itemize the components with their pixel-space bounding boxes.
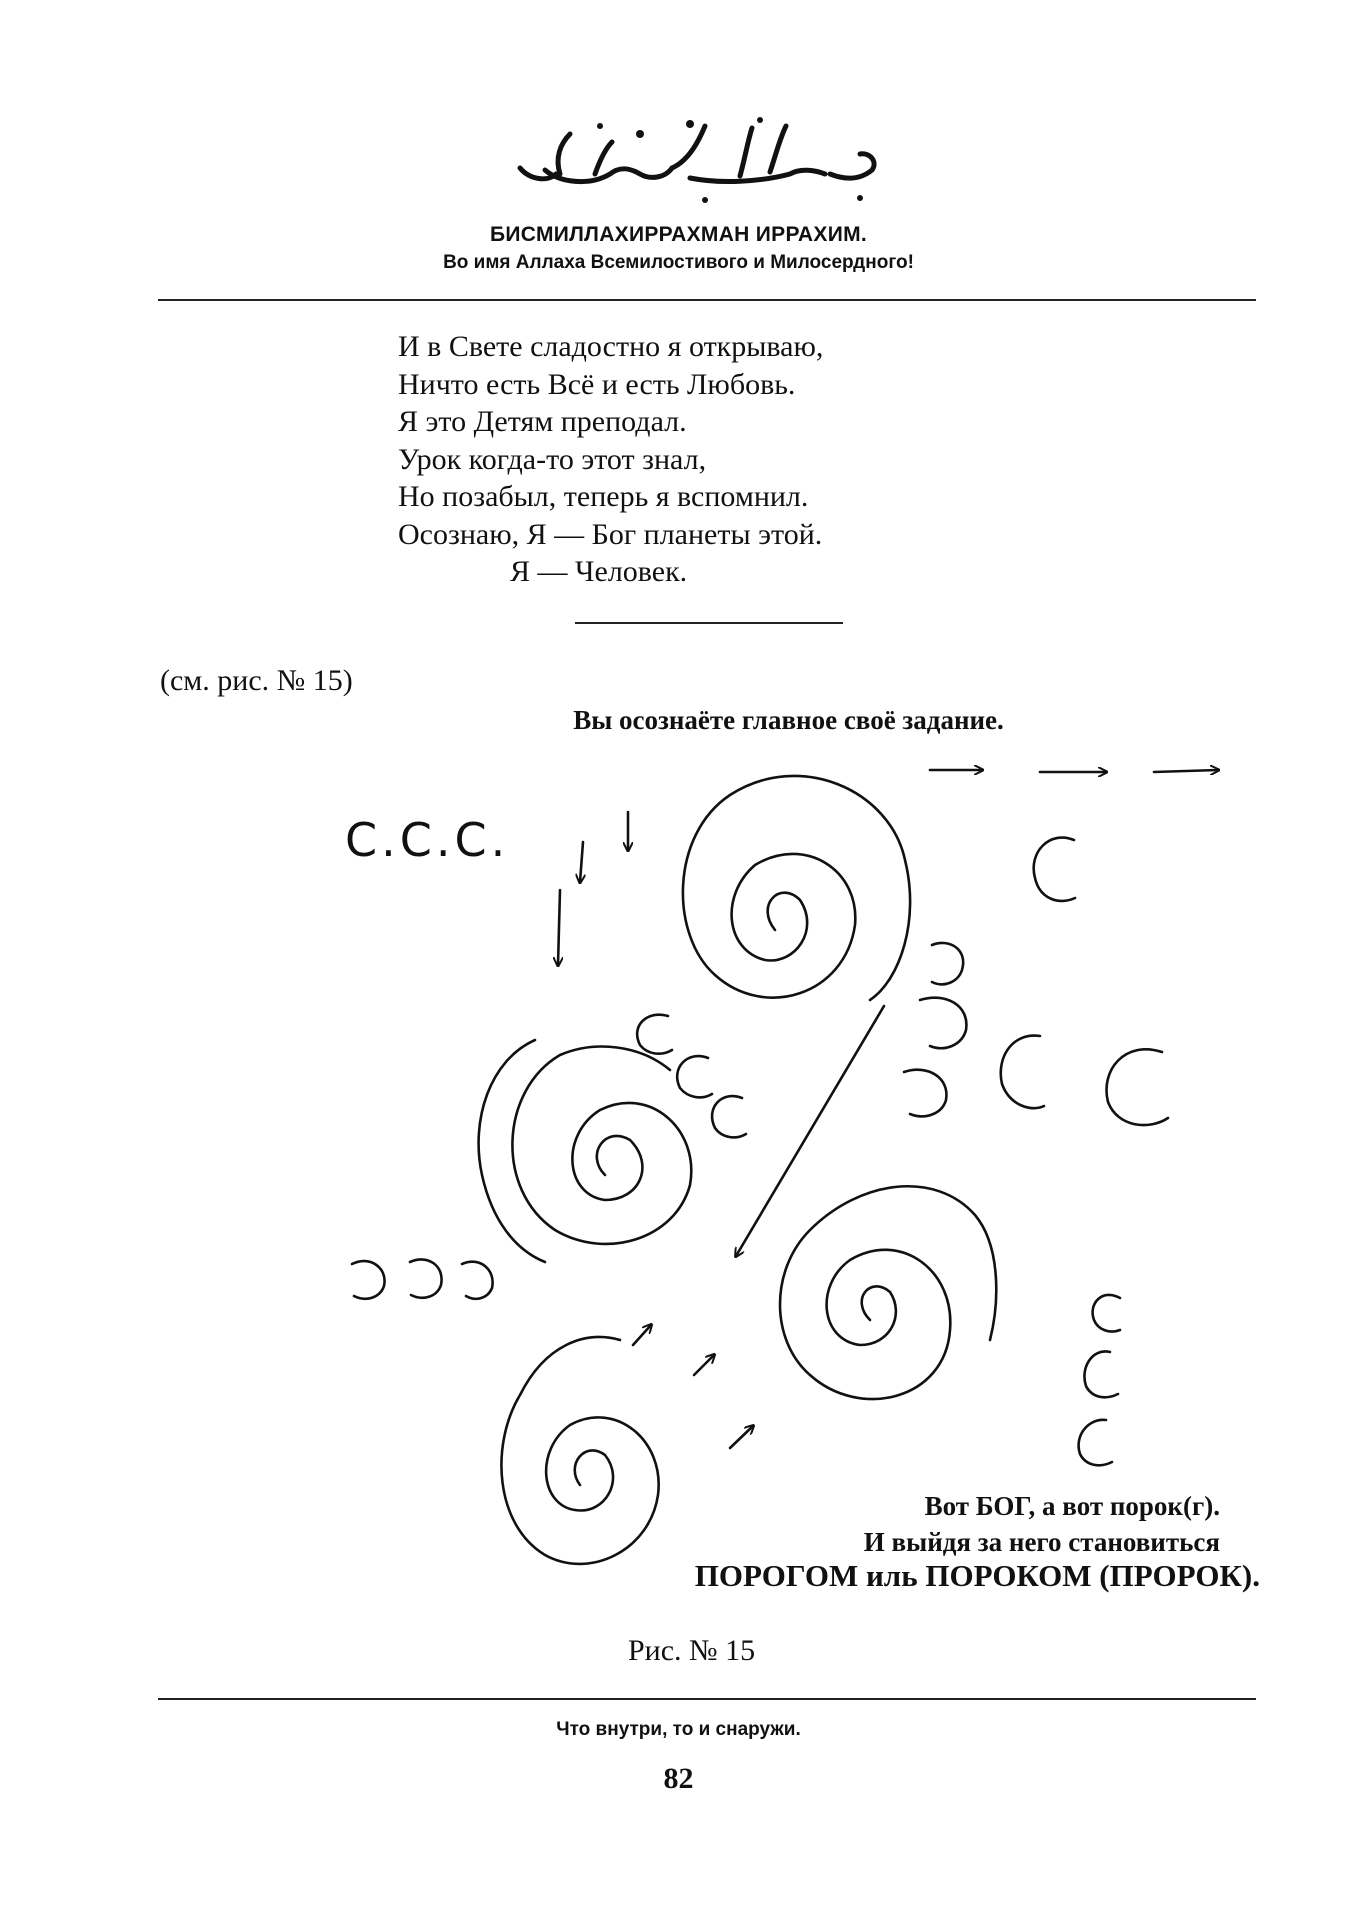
c-mark (1107, 1049, 1168, 1125)
poem-line: Ничто есть Всё и есть Любовь. (398, 367, 796, 401)
task-heading: Вы осознаёте главное своё задание. (573, 705, 1004, 735)
caption-line: И выйдя за него становиться (863, 1527, 1220, 1557)
reversed-c-mark (920, 998, 966, 1048)
spiral (683, 776, 910, 1000)
reversed-c-mark (904, 1070, 946, 1117)
figure-reference: (см. рис. № 15) (160, 664, 353, 697)
arrow-down (558, 890, 560, 965)
c-mark (1079, 1420, 1112, 1465)
reversed-c-mark (410, 1259, 442, 1297)
figure-number: Рис. № 15 (628, 1634, 756, 1667)
poem-line: Я — Человек. (510, 555, 688, 588)
arrow-up-right (730, 1426, 753, 1448)
poem-line: Но позабыл, теперь я вспомнил. (398, 480, 809, 513)
reversed-c-mark (352, 1261, 385, 1299)
c-mark (1001, 1036, 1044, 1109)
handwritten-ccc-label: C.C.C. (345, 813, 510, 867)
c-mark (1034, 838, 1075, 901)
caption-line: Вот БОГ, а вот порок(г). (924, 1491, 1220, 1521)
c-mark (677, 1056, 712, 1097)
footer-motto: Что внутри, то и снаружи. (556, 1719, 801, 1740)
footer-divider (158, 1698, 1256, 1700)
poem-line: Осознаю, Я — Бог планеты этой. (398, 517, 823, 551)
poem-line: Я это Детям преподал. (398, 405, 687, 438)
c-mark (637, 1015, 672, 1054)
poem-line: Урок когда-то этот знал, (398, 442, 707, 476)
spiral (780, 1186, 996, 1399)
arrow-diagonal (736, 1006, 884, 1256)
arrow-up-right (633, 1325, 651, 1345)
page-number: 82 (663, 1762, 694, 1795)
poem-line: И в Свете сладостно я открываю, (398, 330, 824, 363)
arrow-down (580, 842, 583, 882)
header-title: БИСМИЛЛАХИРРАХМАН ИРРАХИМ. (489, 223, 868, 246)
header-subtitle: Во имя Аллаха Всемилостивого и Милосердного! (443, 252, 914, 273)
spiral (501, 1337, 658, 1564)
c-mark (1093, 1295, 1120, 1332)
figure-caption-text (640, 1488, 1260, 1594)
arrow-up-right (694, 1355, 714, 1375)
c-mark (1084, 1351, 1118, 1397)
arrow-right (1154, 770, 1218, 772)
reversed-c-mark (932, 943, 963, 984)
caption-line-emphasis: ПОРОГОМ иль ПОРОКОМ (ПРОРОК). (694, 1558, 1260, 1593)
reversed-c-mark (462, 1262, 493, 1299)
c-mark (712, 1096, 746, 1137)
spiral (479, 1040, 692, 1262)
